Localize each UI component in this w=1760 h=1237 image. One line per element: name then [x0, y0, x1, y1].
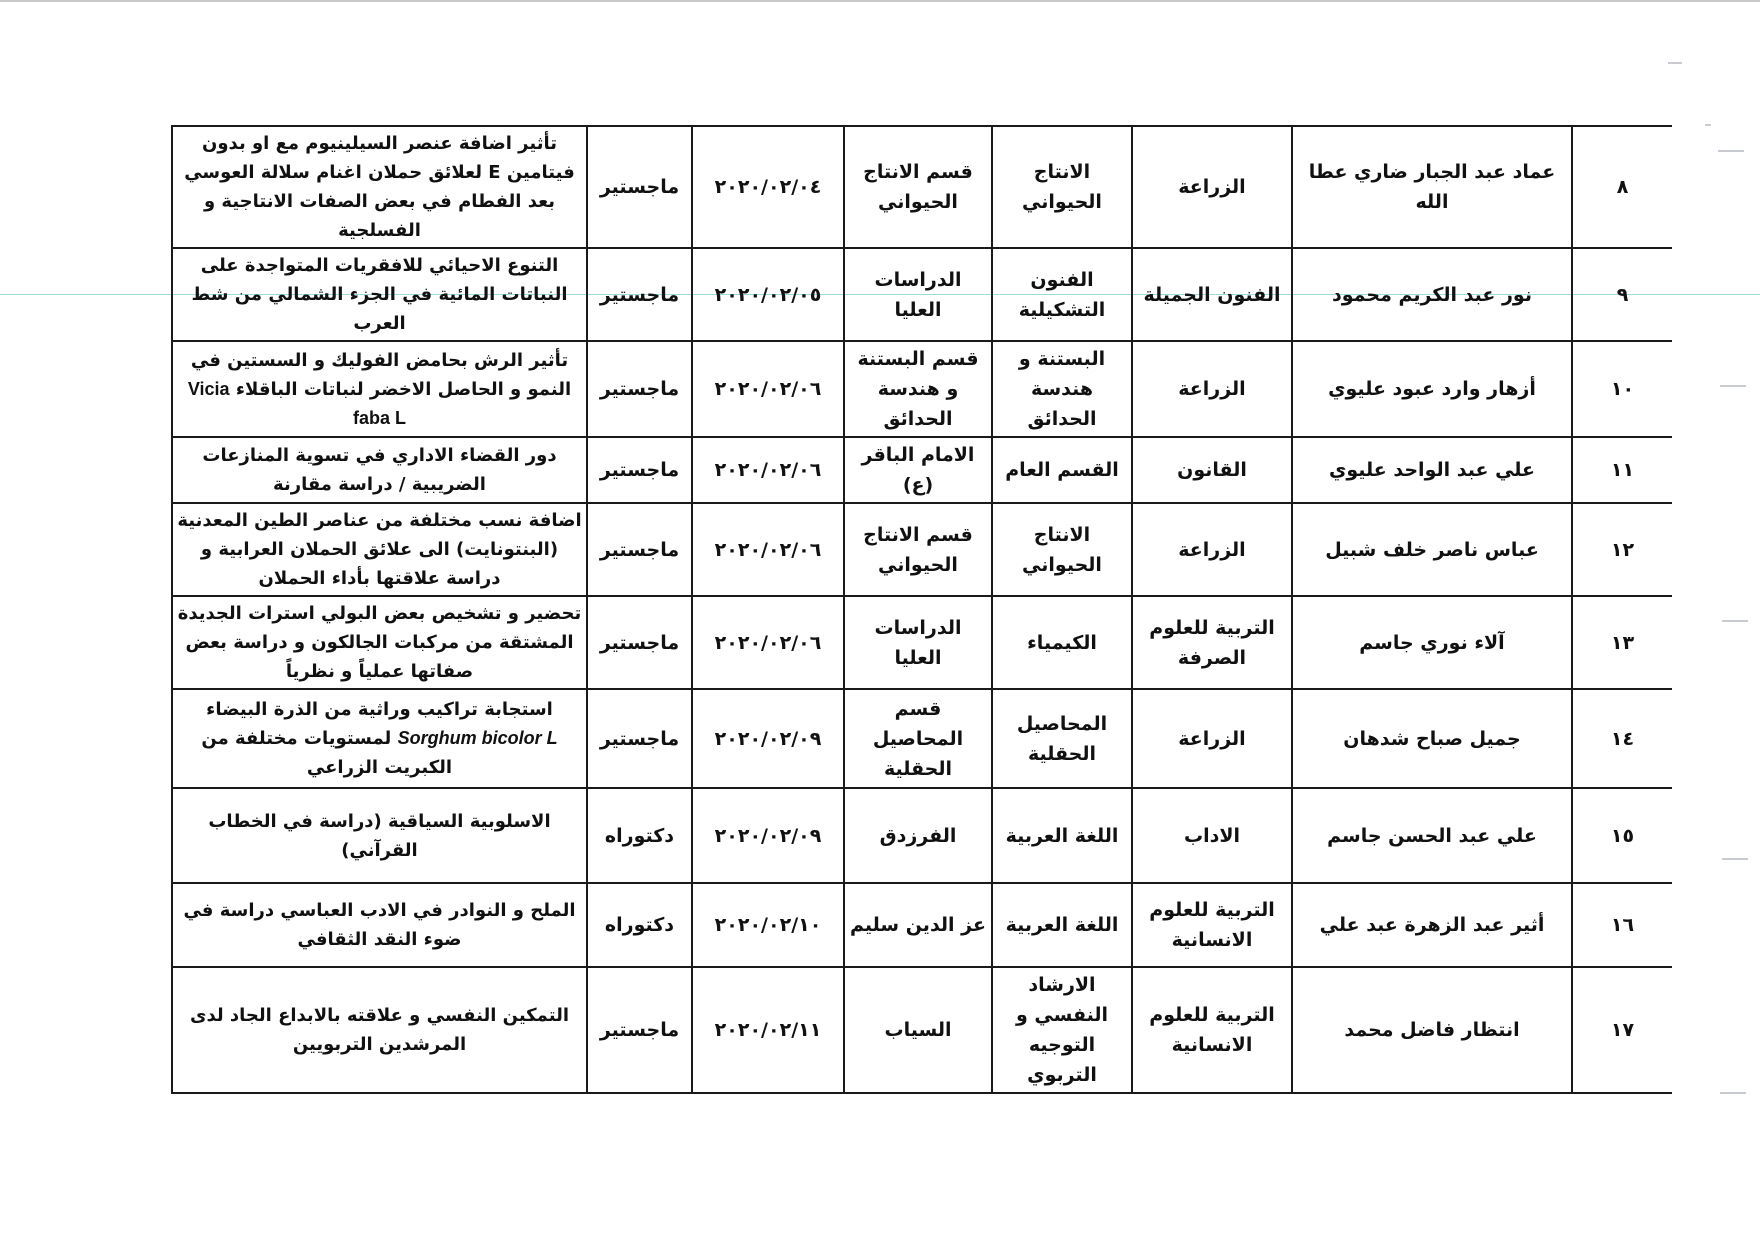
affiliation: قسم الانتاج الحيواني	[844, 126, 992, 248]
row-number: ١٤	[1572, 689, 1672, 788]
department: الانتاج الحيواني	[992, 503, 1132, 596]
college: الزراعة	[1132, 689, 1292, 788]
college: التربية للعلوم الصرفة	[1132, 596, 1292, 689]
defense-date: ٢٠٢٠/٠٢/٠٤	[692, 126, 844, 248]
affiliation: الدراسات العليا	[844, 596, 992, 689]
table-row	[172, 248, 1672, 341]
margin-mark	[1718, 150, 1744, 152]
thesis-title	[172, 341, 587, 437]
college: الفنون الجميلة	[1132, 248, 1292, 341]
defense-date: ٢٠٢٠/٠٢/٠٩	[692, 788, 844, 883]
row-number: ١٥	[1572, 788, 1672, 883]
thesis-title-species: Sorghum bicolor L	[397, 728, 558, 748]
degree: ماجستير	[587, 341, 692, 437]
margin-mark	[1720, 1092, 1746, 1094]
affiliation: قسم المحاصيل الحقلية	[844, 689, 992, 788]
thesis-title: تحضير و تشخيص بعض البولي استرات الجديدة المشتقة من مركبات الجالكون و دراسة بعض صفاتها عملياً و نظرياً	[172, 596, 587, 689]
table-row	[172, 883, 1672, 967]
defense-date: ٢٠٢٠/٠٢/١٠	[692, 883, 844, 967]
row-number: ١٠	[1572, 341, 1672, 437]
college: الزراعة	[1132, 126, 1292, 248]
row-number: ٨	[1572, 126, 1672, 248]
student-name: جميل صباح شدهان	[1292, 689, 1572, 788]
degree: دكتوراه	[587, 883, 692, 967]
table-row	[172, 967, 1672, 1093]
margin-mark	[1722, 858, 1748, 860]
table-row	[172, 341, 1672, 437]
thesis-title-arabic: تأثير الرش بحامض الفوليك و السستين في النمو و الحاصل الاخضر لنباتات الباقلاء	[190, 349, 572, 400]
table-row	[172, 788, 1672, 883]
thesis-title: التمكين النفسي و علاقته بالابداع الجاد لدى المرشدين التربويين	[172, 967, 587, 1093]
table-row	[172, 437, 1672, 503]
affiliation: عز الدين سليم	[844, 883, 992, 967]
degree: دكتوراه	[587, 788, 692, 883]
degree: ماجستير	[587, 248, 692, 341]
thesis-title: دور القضاء الاداري في تسوية المنازعات الضريبية / دراسة مقارنة	[172, 437, 587, 503]
student-name: أثير عبد الزهرة عبد علي	[1292, 883, 1572, 967]
margin-mark	[1705, 124, 1711, 126]
row-number: ١٢	[1572, 503, 1672, 596]
affiliation: الفرزدق	[844, 788, 992, 883]
department: البستنة و هندسة الحدائق	[992, 341, 1132, 437]
student-name: أزهار وارد عبود عليوي	[1292, 341, 1572, 437]
margin-mark	[1722, 620, 1748, 622]
degree: ماجستير	[587, 967, 692, 1093]
row-number: ١٧	[1572, 967, 1672, 1093]
thesis-title: اضافة نسب مختلفة من عناصر الطين المعدنية (البنتونايت) الى علائق الحملان العرابية و دراسة علاقتها بأداء الحملان	[172, 503, 587, 596]
thesis-title: الملح و النوادر في الادب العباسي دراسة في ضوء النقد الثقافي	[172, 883, 587, 967]
college: القانون	[1132, 437, 1292, 503]
thesis-title-arabic: استجابة تراكيب وراثية من الذرة البيضاء	[206, 699, 553, 720]
margin-mark	[1720, 385, 1746, 387]
department: الارشاد النفسي و التوجيه التربوي	[992, 967, 1132, 1093]
department: اللغة العربية	[992, 788, 1132, 883]
department: الفنون التشكيلية	[992, 248, 1132, 341]
degree: ماجستير	[587, 689, 692, 788]
affiliation: قسم الانتاج الحيواني	[844, 503, 992, 596]
table-row	[172, 689, 1672, 788]
theses-table	[171, 125, 1672, 1094]
row-number: ١١	[1572, 437, 1672, 503]
student-name: عماد عبد الجبار ضاري عطا الله	[1292, 126, 1572, 248]
defense-date: ٢٠٢٠/٠٢/٠٦	[692, 596, 844, 689]
defense-date: ٢٠٢٠/٠٢/٠٦	[692, 503, 844, 596]
affiliation: الامام الباقر (ع)	[844, 437, 992, 503]
college: الزراعة	[1132, 503, 1292, 596]
margin-mark	[1668, 62, 1682, 64]
affiliation: السياب	[844, 967, 992, 1093]
college: الاداب	[1132, 788, 1292, 883]
department: اللغة العربية	[992, 883, 1132, 967]
affiliation: الدراسات العليا	[844, 248, 992, 341]
thesis-title-species: Vicia faba L	[187, 378, 406, 428]
college: الزراعة	[1132, 341, 1292, 437]
affiliation: قسم البستنة و هندسة الحدائق	[844, 341, 992, 437]
page-top-edge	[0, 0, 1760, 2]
row-number: ١٦	[1572, 883, 1672, 967]
degree: ماجستير	[587, 126, 692, 248]
defense-date: ٢٠٢٠/٠٢/٠٦	[692, 437, 844, 503]
thesis-title	[172, 689, 587, 788]
student-name: علي عبد الواحد عليوي	[1292, 437, 1572, 503]
college: التربية للعلوم الانسانية	[1132, 883, 1292, 967]
department: المحاصيل الحقلية	[992, 689, 1132, 788]
degree: ماجستير	[587, 503, 692, 596]
defense-date: ٢٠٢٠/٠٢/٠٥	[692, 248, 844, 341]
degree: ماجستير	[587, 437, 692, 503]
table-row	[172, 126, 1672, 248]
thesis-title: الاسلوبية السياقية (دراسة في الخطاب القرآني)	[172, 788, 587, 883]
thesis-title-arabic-continued: لمستويات مختلفة من الكبريت الزراعي	[201, 728, 453, 778]
student-name: عباس ناصر خلف شبيل	[1292, 503, 1572, 596]
row-number: ١٣	[1572, 596, 1672, 689]
table-row	[172, 596, 1672, 689]
table-row	[172, 503, 1672, 596]
department: الانتاج الحيواني	[992, 126, 1132, 248]
student-name: نور عبد الكريم محمود	[1292, 248, 1572, 341]
student-name: آلاء نوري جاسم	[1292, 596, 1572, 689]
defense-date: ٢٠٢٠/٠٢/٠٦	[692, 341, 844, 437]
department: القسم العام	[992, 437, 1132, 503]
student-name: انتظار فاضل محمد	[1292, 967, 1572, 1093]
college: التربية للعلوم الانسانية	[1132, 967, 1292, 1093]
department: الكيمياء	[992, 596, 1132, 689]
thesis-title: التنوع الاحيائي للافقريات المتواجدة على النباتات المائية في الجزء الشمالي من شط العرب	[172, 248, 587, 341]
student-name: علي عبد الحسن جاسم	[1292, 788, 1572, 883]
defense-date: ٢٠٢٠/٠٢/١١	[692, 967, 844, 1093]
defense-date: ٢٠٢٠/٠٢/٠٩	[692, 689, 844, 788]
thesis-title: تأثير اضافة عنصر السيلينيوم مع او بدون فيتامين E لعلائق حملان اغنام سلالة العوسي بعد الفطام في بعض الصفات الانتاجية و الفسلجية	[172, 126, 587, 248]
row-number: ٩	[1572, 248, 1672, 341]
theses-table-container	[171, 125, 1671, 1094]
degree: ماجستير	[587, 596, 692, 689]
